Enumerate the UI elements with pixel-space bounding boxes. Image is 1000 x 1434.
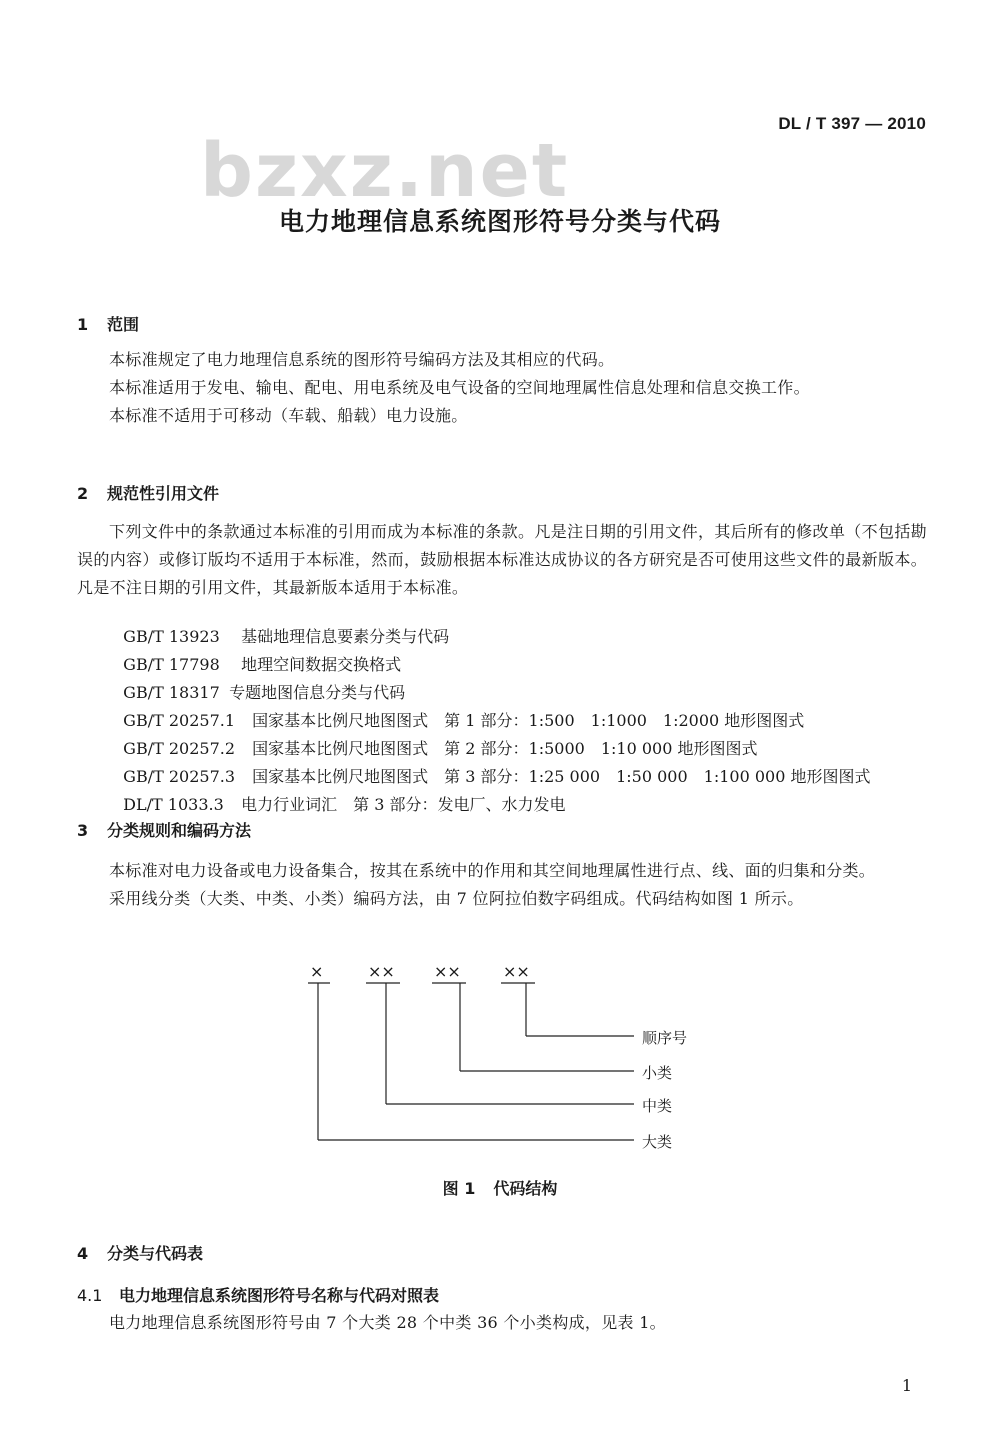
figure-label: 小类 (642, 1064, 673, 1082)
reference-code: GB/T 17798 (123, 655, 220, 674)
reference-title: 专题地图信息分类与代码 (229, 683, 406, 702)
reference-title: 国家基本比例尺地图图式 第 2 部分：1:5000 1:10 000 地形图图式 (252, 739, 758, 758)
page-number: 1 (901, 1376, 912, 1395)
figure-label: 中类 (642, 1097, 673, 1115)
paragraph: 本标准规定了电力地理信息系统的图形符号编码方法及其相应的代码。 (109, 350, 615, 369)
reference-title: 国家基本比例尺地图图式 第 3 部分：1:25 000 1:50 000 1:100 000 地形图图式 (252, 767, 871, 786)
section-number: 3 (77, 821, 89, 840)
code-digit-group: ×× (368, 962, 395, 981)
figure-title: 代码结构 (493, 1179, 558, 1198)
reference-title: 基础地理信息要素分类与代码 (241, 627, 450, 646)
section-number: 2 (77, 484, 89, 503)
paragraph: 采用线分类（大类、中类、小类）编码方法，由 7 位阿拉伯数字码组成。代码结构如图 1 所示。 (109, 889, 804, 908)
figure-caption (0, 1176, 1000, 1199)
reference-title: 地理空间数据交换格式 (241, 655, 402, 674)
reference-title: 国家基本比例尺地图图式 第 1 部分：1:500 1:1000 1:2000 地形图图式 (252, 711, 805, 730)
section-2-intro (77, 518, 927, 602)
section-3-heading (77, 818, 251, 841)
figure-label: 顺序号 (642, 1029, 688, 1047)
section-2-heading (77, 481, 219, 504)
section-1-heading (77, 312, 139, 335)
paragraph: 电力地理信息系统图形符号由 7 个大类 28 个中类 36 个小类构成，见表 1。 (109, 1313, 666, 1332)
section-title: 电力地理信息系统图形符号名称与代码对照表 (119, 1286, 440, 1305)
paragraph: 下列文件中的条款通过本标准的引用而成为本标准的条款。凡是注日期的引用文件，其后所有的修改单（不包括勘误的内容）或修订版均不适用于本标准，然而，鼓励根据本标准达成协议的各方研究是否可使用这些文件的最新版本。凡是不注日期的引用文件，其最新版本适用于本标准。 (77, 522, 927, 597)
document-code: DL / T 397 — 2010 (778, 114, 926, 133)
reference-code: GB/T 20257.1 (123, 711, 236, 730)
section-number: 4.1 (77, 1286, 103, 1305)
paragraph: 本标准对电力设备或电力设备集合，按其在系统中的作用和其空间地理属性进行点、线、面的归集和分类。 (109, 861, 876, 880)
code-digit-group: ×× (434, 962, 461, 981)
section-4-heading (77, 1241, 203, 1264)
section-number: 4 (77, 1244, 89, 1263)
section-title: 分类与代码表 (107, 1244, 204, 1263)
reference-code: GB/T 13923 (123, 627, 220, 646)
watermark: bzxz.net (200, 128, 570, 214)
page-title: 电力地理信息系统图形符号分类与代码 (278, 207, 721, 236)
reference-code: GB/T 20257.2 (123, 739, 236, 758)
reference-code: DL/T 1033.3 (123, 795, 224, 814)
reference-item (113, 775, 566, 815)
figure-number: 图 1 (442, 1179, 476, 1198)
reference-code: GB/T 20257.3 (123, 767, 236, 786)
section-number: 1 (77, 315, 89, 334)
section-4-1-body (77, 1309, 927, 1337)
code-digit-group: ×× (503, 962, 530, 981)
section-1-body (77, 346, 927, 430)
paragraph: 本标准适用于发电、输电、配电、用电系统及电气设备的空间地理属性信息处理和信息交换工作。 (109, 378, 810, 397)
section-title: 规范性引用文件 (107, 484, 220, 503)
section-title: 范围 (107, 315, 140, 334)
section-title: 分类规则和编码方法 (107, 821, 252, 840)
figure-label: 大类 (642, 1133, 673, 1151)
paragraph: 本标准不适用于可移动（车载、船载）电力设施。 (109, 406, 468, 425)
reference-code: GB/T 18317 (123, 683, 220, 702)
section-3-body (77, 857, 927, 913)
reference-title: 电力行业词汇 第 3 部分：发电厂、水力发电 (241, 795, 566, 814)
code-digit-group: × (310, 962, 324, 981)
section-4-1-heading (77, 1283, 439, 1306)
